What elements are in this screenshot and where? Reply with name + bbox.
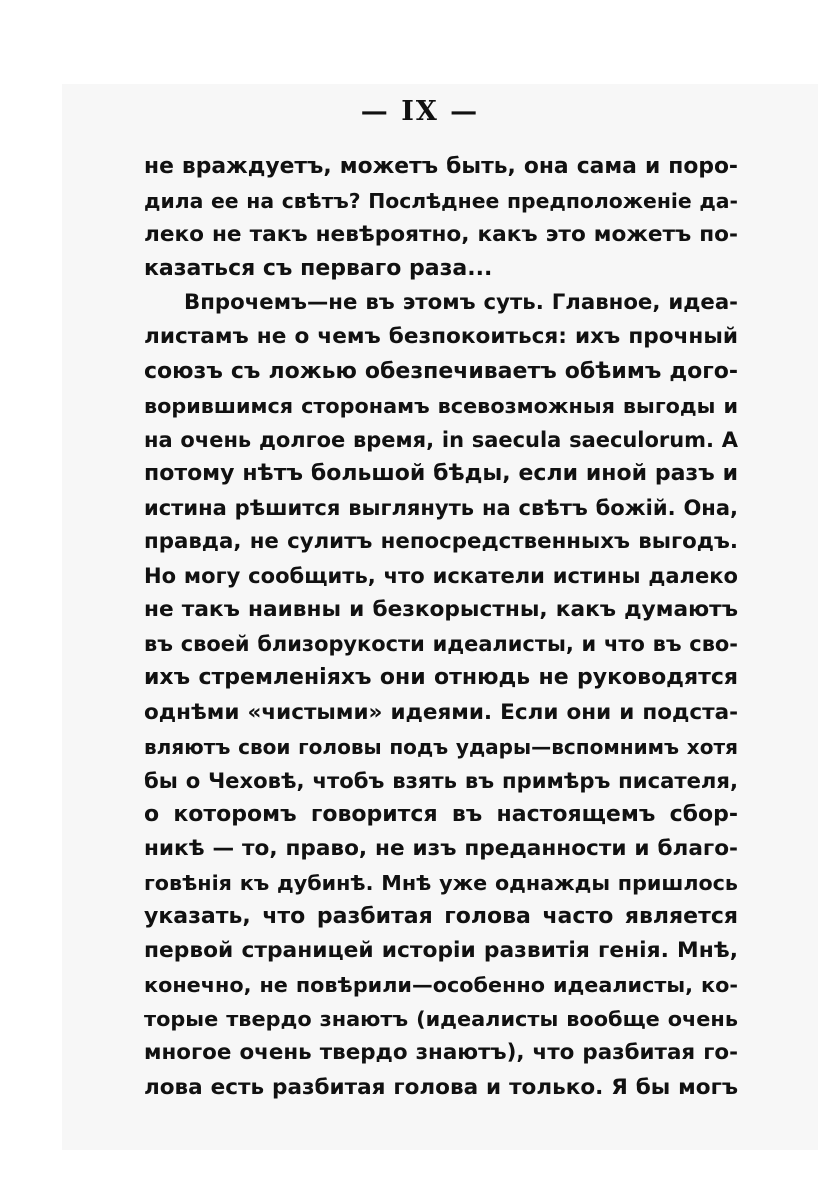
body-text: [144, 150, 738, 1105]
text-line: бы о Чеховѣ, чтобъ взять въ примѣръ писателя,: [144, 767, 738, 793]
text-line: вляютъ свои головы подъ удары—вспомнимъ хотя: [144, 734, 738, 759]
text-line: союзъ съ ложью обезпечиваетъ обѣимъ дого-: [144, 358, 738, 384]
text-line: многое очень твердо знаютъ), что разбитая го-: [144, 1040, 738, 1066]
text-line: казаться съ перваго раза...: [144, 256, 493, 282]
text-line: ихъ стремленiяхъ они отнюдь не руководятся: [144, 665, 738, 691]
page-number: — IX —: [360, 96, 480, 127]
text-line: лова есть разбитая голова и только. Я бы могъ: [144, 1074, 738, 1100]
text-line: торые твердо знаютъ (идеалисты вообще очень: [144, 1007, 738, 1032]
text-line: правда, не сулитъ непосредственныхъ выгодъ.: [144, 529, 738, 555]
text-line: не такъ наивны и безкорыстны, какъ думаютъ: [144, 597, 738, 623]
text-line: Впрочемъ—не въ этомъ суть. Главное, идеа-: [184, 290, 738, 316]
text-line: ворившимся сторонамъ всевозможныя выгоды и: [144, 393, 738, 418]
text-line: не враждуетъ, можетъ быть, она сама и поро-: [144, 154, 738, 179]
text-line: дила ее на свѣтъ? Послѣднее предположенiе да-: [144, 189, 738, 214]
text-line: Но могу сообщить, что искатели истины далеко: [144, 563, 738, 589]
text-line: леко не такъ невѣроятно, какъ это можетъ по-: [144, 222, 738, 248]
text-line: истина рѣшится выглянуть на свѣтъ божiй. Она,: [144, 494, 738, 520]
text-line: о которомъ говорится въ настоящемъ сбор-: [144, 801, 738, 827]
text-line: потому нѣтъ большой бѣды, если иной разъ и: [144, 460, 738, 486]
text-line: указать, что разбитая голова часто является: [144, 904, 738, 930]
text-line: листамъ не о чемъ безпокоиться: ихъ прочный: [144, 324, 738, 350]
text-line: въ своей близорукости идеалисты, и что въ сво-: [144, 632, 738, 657]
text-line: конечно, не повѣрили—особенно идеалисты, ко-: [144, 973, 738, 998]
text-line: никѣ — то, право, не изъ преданности и благо-: [144, 835, 738, 861]
text-line: однѣми «чистыми» идеями. Если они и подста-: [144, 699, 738, 725]
text-line: первой страницей исторiи развитiя генiя. Мнѣ,: [144, 938, 738, 964]
text-line: говѣнiя къ дубинѣ. Мнѣ уже однажды пришлось: [144, 870, 738, 895]
text-line: на очень долгое время, in saecula saeculorum. А: [144, 427, 738, 452]
